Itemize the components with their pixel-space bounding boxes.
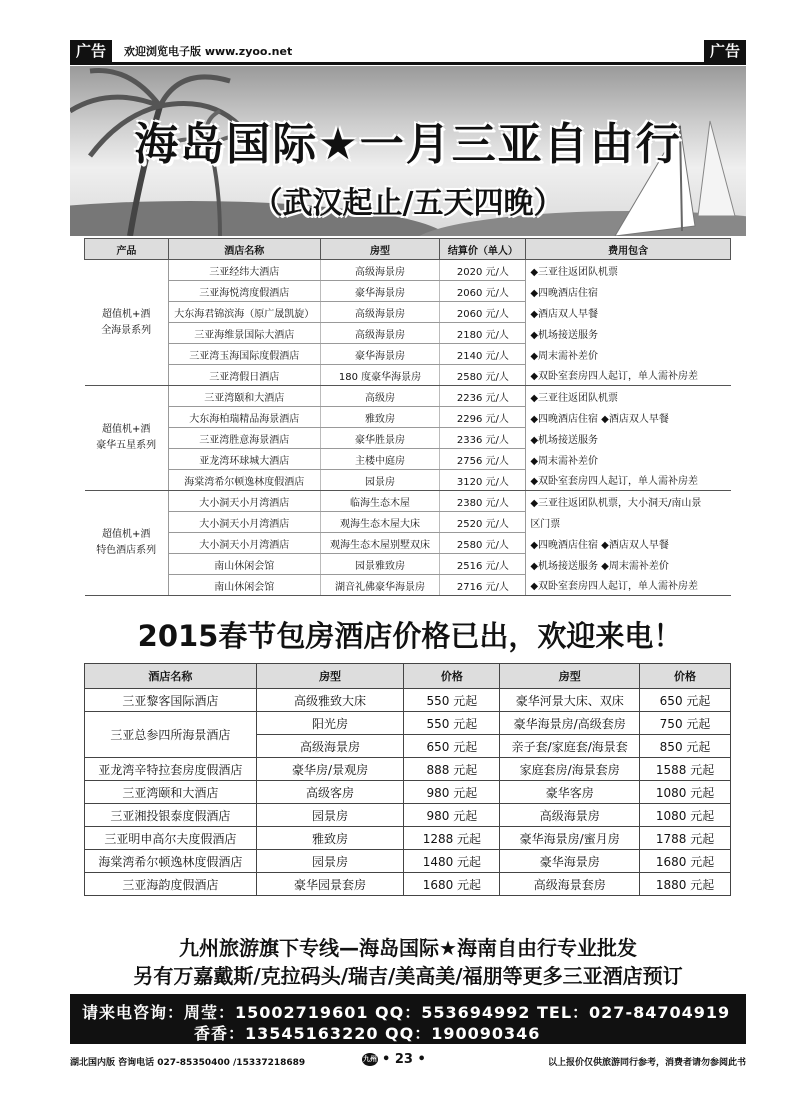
hotel-price-row — [85, 850, 731, 873]
product-series-line: 全海景系列 — [101, 324, 152, 336]
includes-cell: ◆双卧室套房四人起订，单人需补房差 — [526, 470, 731, 491]
product-series-line: 超值机+酒 — [101, 529, 151, 540]
col-room-type-1: 房型 — [256, 664, 404, 689]
contact-line-2: 香香：13545163220 QQ：190090346 — [194, 1024, 541, 1043]
room-type-cell: 高级雅致大床 — [256, 689, 404, 712]
price-cell: 2060 元/人 — [440, 281, 526, 302]
page-number-text: • 23 • — [382, 1052, 426, 1067]
package-row — [85, 491, 731, 512]
col-hotel-name: 酒店名称 — [85, 664, 257, 689]
price-cell: 2516 元/人 — [440, 554, 526, 575]
hero-subtitle: （武汉起止/五天四晚） — [252, 186, 564, 221]
package-row — [85, 323, 731, 344]
room-type-cell: 观海生态木屋大床 — [320, 512, 440, 533]
room-type-cell: 180 度豪华海景房 — [320, 365, 440, 386]
hotel-price-row — [85, 689, 731, 712]
package-row — [85, 365, 731, 386]
package-row — [85, 260, 731, 281]
hotel-name-cell: 三亚湾胜意海景酒店 — [168, 428, 320, 449]
price-cell: 2580 元/人 — [440, 365, 526, 386]
package-row — [85, 386, 731, 407]
hotel-name-cell: 三亚经纬大酒店 — [168, 260, 320, 281]
room-type-cell: 豪华海景房/蜜月房 — [500, 827, 640, 850]
footer-left: 湖北国内版 咨询电话 027-85350400 /15337218689 — [70, 1058, 306, 1068]
page-number — [362, 1052, 426, 1067]
package-row — [85, 512, 731, 533]
room-type-cell: 雅致房 — [320, 407, 440, 428]
package-row — [85, 344, 731, 365]
brand-logo-icon: 九州 — [362, 1053, 378, 1066]
includes-cell: 区门票 — [526, 512, 731, 533]
price-cell: 2296 元/人 — [440, 407, 526, 428]
price-cell: 980 元起 — [404, 781, 500, 804]
top-bar — [70, 40, 746, 65]
spring-festival-title: 2015春节包房酒店价格已出，欢迎来电！ — [137, 619, 683, 653]
price-cell: 1480 元起 — [404, 850, 500, 873]
package-row — [85, 302, 731, 323]
hotel-name-cell: 大东海柏瑞精品海景酒店 — [168, 407, 320, 428]
hotel-name-cell: 三亚黎客国际酒店 — [85, 689, 257, 712]
price-cell: 2236 元/人 — [440, 386, 526, 407]
price-cell: 1680 元起 — [404, 873, 500, 896]
includes-cell: ◆酒店双人早餐 — [526, 302, 731, 323]
tagline-primary: 九州旅游旗下专线—海岛国际★海南自由行专业批发 — [179, 936, 637, 960]
includes-cell: ◆机场接送服务 ◆周末需补差价 — [526, 554, 731, 575]
price-cell: 1588 元起 — [640, 758, 731, 781]
product-series-line: 特色酒店系列 — [96, 545, 157, 556]
includes-cell: ◆机场接送服务 — [526, 428, 731, 449]
room-type-cell: 湖音礼佛豪华海景房 — [320, 575, 440, 596]
includes-cell: ◆三亚往返团队机票，大小洞天/南山景 — [526, 491, 731, 512]
hero-banner — [70, 66, 746, 236]
price-cell: 650 元起 — [404, 735, 500, 758]
room-type-cell: 家庭套房/海景套房 — [500, 758, 640, 781]
page-footer — [70, 1052, 746, 1070]
hotel-name-cell: 三亚海维景国际大酒店 — [168, 323, 320, 344]
price-cell: 2140 元/人 — [440, 344, 526, 365]
hotel-name-cell: 三亚湾颐和大酒店 — [85, 781, 257, 804]
tagline-secondary: 另有万嘉戴斯/克拉码头/瑞吉/美高美/福朋等更多三亚酒店预订 — [133, 964, 683, 988]
room-type-cell: 豪华园景套房 — [256, 873, 404, 896]
room-type-cell: 豪华海景房 — [320, 281, 440, 302]
room-type-cell: 亲子套/家庭套/海景套 — [500, 735, 640, 758]
price-cell: 2580 元/人 — [440, 533, 526, 554]
room-type-cell: 园景房 — [256, 850, 404, 873]
price-cell: 888 元起 — [404, 758, 500, 781]
includes-cell: ◆周末需补差价 — [526, 344, 731, 365]
hotel-name-cell: 大东海君锦滨海（原广晟凯旋） — [168, 302, 320, 323]
hotel-name-cell: 南山休闲会馆 — [168, 554, 320, 575]
package-row — [85, 554, 731, 575]
room-type-cell: 豪华房/景观房 — [256, 758, 404, 781]
room-type-cell: 高级房 — [320, 386, 440, 407]
room-type-cell: 园景房 — [320, 470, 440, 491]
room-type-cell: 高级海景房 — [500, 804, 640, 827]
product-series — [85, 260, 169, 386]
col-product: 产品 — [85, 239, 169, 260]
room-type-cell: 临海生态木屋 — [320, 491, 440, 512]
ad-tag-right: 广告 — [704, 40, 746, 62]
price-cell: 1788 元起 — [640, 827, 731, 850]
price-cell: 1288 元起 — [404, 827, 500, 850]
hotel-name-cell: 亚龙湾环球城大酒店 — [168, 449, 320, 470]
package-row — [85, 428, 731, 449]
product-series-line: 豪华五星系列 — [96, 440, 157, 451]
price-cell: 2336 元/人 — [440, 428, 526, 449]
includes-cell: ◆机场接送服务 — [526, 323, 731, 344]
hotel-price-row — [85, 804, 731, 827]
price-cell: 2520 元/人 — [440, 512, 526, 533]
room-type-cell: 高级海景套房 — [500, 873, 640, 896]
room-type-cell: 高级海景房 — [320, 260, 440, 281]
welcome-text: 欢迎浏览电子版 www.zyoo.net — [124, 45, 293, 58]
hotel-name-cell: 三亚总参四所海景酒店 — [85, 712, 257, 758]
spring-festival-price-table — [84, 663, 731, 896]
hotel-price-row — [85, 758, 731, 781]
room-type-cell: 豪华胜景房 — [320, 428, 440, 449]
hotel-name-cell: 亚龙湾辛特拉套房度假酒店 — [85, 758, 257, 781]
col-price: 结算价（单人） — [440, 239, 526, 260]
package-row — [85, 533, 731, 554]
package-row — [85, 281, 731, 302]
col-hotel: 酒店名称 — [168, 239, 320, 260]
contact-line-1: 请来电咨询：周莹：15002719601 QQ：553694992 TEL：027-84704919 — [82, 1003, 731, 1022]
col-price-1: 价格 — [404, 664, 500, 689]
room-type-cell: 豪华客房 — [500, 781, 640, 804]
price-cell: 2020 元/人 — [440, 260, 526, 281]
hotel-name-cell: 海棠湾希尔顿逸林度假酒店 — [85, 850, 257, 873]
hotel-name-cell: 南山休闲会馆 — [168, 575, 320, 596]
price-cell: 550 元起 — [404, 689, 500, 712]
hotel-price-row — [85, 873, 731, 896]
price-cell: 2756 元/人 — [440, 449, 526, 470]
price-cell: 850 元起 — [640, 735, 731, 758]
price-cell: 980 元起 — [404, 804, 500, 827]
room-type-cell: 园景雅致房 — [320, 554, 440, 575]
price-cell: 1080 元起 — [640, 781, 731, 804]
room-type-cell: 高级海景房 — [320, 323, 440, 344]
includes-cell: ◆双卧室套房四人起订，单人需补房差 — [526, 365, 731, 386]
hotel-name-cell: 大小洞天小月湾酒店 — [168, 533, 320, 554]
price-cell: 650 元起 — [640, 689, 731, 712]
hotel-name-cell: 大小洞天小月湾酒店 — [168, 512, 320, 533]
product-series — [85, 386, 169, 491]
col-room-type-2: 房型 — [500, 664, 640, 689]
room-type-cell: 高级海景房 — [320, 302, 440, 323]
hotel-price-row — [85, 827, 731, 850]
price-cell: 1680 元起 — [640, 850, 731, 873]
hotel-name-cell: 三亚海韵度假酒店 — [85, 873, 257, 896]
price-cell: 750 元起 — [640, 712, 731, 735]
hotel-name-cell: 三亚湾假日酒店 — [168, 365, 320, 386]
package-row — [85, 470, 731, 491]
room-type-cell: 豪华海景房 — [320, 344, 440, 365]
package-row — [85, 575, 731, 596]
room-type-cell: 豪华海景房/高级套房 — [500, 712, 640, 735]
price-cell: 1880 元起 — [640, 873, 731, 896]
hotel-name-cell: 三亚湾玉海国际度假酒店 — [168, 344, 320, 365]
includes-cell: ◆四晚酒店住宿 ◆酒店双人早餐 — [526, 407, 731, 428]
hotel-name-cell: 三亚湘投银泰度假酒店 — [85, 804, 257, 827]
price-cell: 1080 元起 — [640, 804, 731, 827]
room-type-cell: 豪华海景房 — [500, 850, 640, 873]
includes-cell: ◆三亚往返团队机票 — [526, 260, 731, 281]
room-type-cell: 阳光房 — [256, 712, 404, 735]
room-type-cell: 观海生态木屋别墅双床 — [320, 533, 440, 554]
hotel-price-row — [85, 712, 731, 735]
package-row — [85, 449, 731, 470]
includes-cell: ◆三亚往返团队机票 — [526, 386, 731, 407]
price-cell: 3120 元/人 — [440, 470, 526, 491]
package-price-table — [84, 238, 731, 596]
room-type-cell: 豪华河景大床、双床 — [500, 689, 640, 712]
hotel-name-cell: 三亚海悦湾度假酒店 — [168, 281, 320, 302]
room-type-cell: 高级客房 — [256, 781, 404, 804]
hotel-name-cell: 海棠湾希尔顿逸林度假酒店 — [168, 470, 320, 491]
price-cell: 550 元起 — [404, 712, 500, 735]
price-cell: 2180 元/人 — [440, 323, 526, 344]
includes-cell: ◆周末需补差价 — [526, 449, 731, 470]
contact-bar — [70, 994, 746, 1044]
hero-title: 海岛国际★一月三亚自由行 — [134, 119, 682, 170]
includes-cell: ◆四晚酒店住宿 ◆酒店双人早餐 — [526, 533, 731, 554]
room-type-cell: 主楼中庭房 — [320, 449, 440, 470]
price-cell: 2716 元/人 — [440, 575, 526, 596]
includes-cell: ◆双卧室套房四人起订，单人需补房差 — [526, 575, 731, 596]
package-row — [85, 407, 731, 428]
price-cell: 2380 元/人 — [440, 491, 526, 512]
room-type-cell: 高级海景房 — [256, 735, 404, 758]
price-cell: 2060 元/人 — [440, 302, 526, 323]
hotel-name-cell: 三亚明申高尔夫度假酒店 — [85, 827, 257, 850]
ad-tag-left: 广告 — [70, 40, 112, 62]
hotel-name-cell: 大小洞天小月湾酒店 — [168, 491, 320, 512]
product-series-line: 超值机+酒 — [101, 308, 151, 320]
col-price-2: 价格 — [640, 664, 731, 689]
product-series — [85, 491, 169, 596]
hotel-name-cell: 三亚湾颐和大酒店 — [168, 386, 320, 407]
hotel-price-row — [85, 781, 731, 804]
col-room: 房型 — [320, 239, 440, 260]
room-type-cell: 雅致房 — [256, 827, 404, 850]
includes-cell: ◆四晚酒店住宿 — [526, 281, 731, 302]
room-type-cell: 园景房 — [256, 804, 404, 827]
footer-right: 以上报价仅供旅游同行参考，消费者请勿参阅此书 — [547, 1058, 746, 1068]
col-includes: 费用包含 — [526, 239, 731, 260]
product-series-line: 超值机+酒 — [101, 424, 151, 435]
